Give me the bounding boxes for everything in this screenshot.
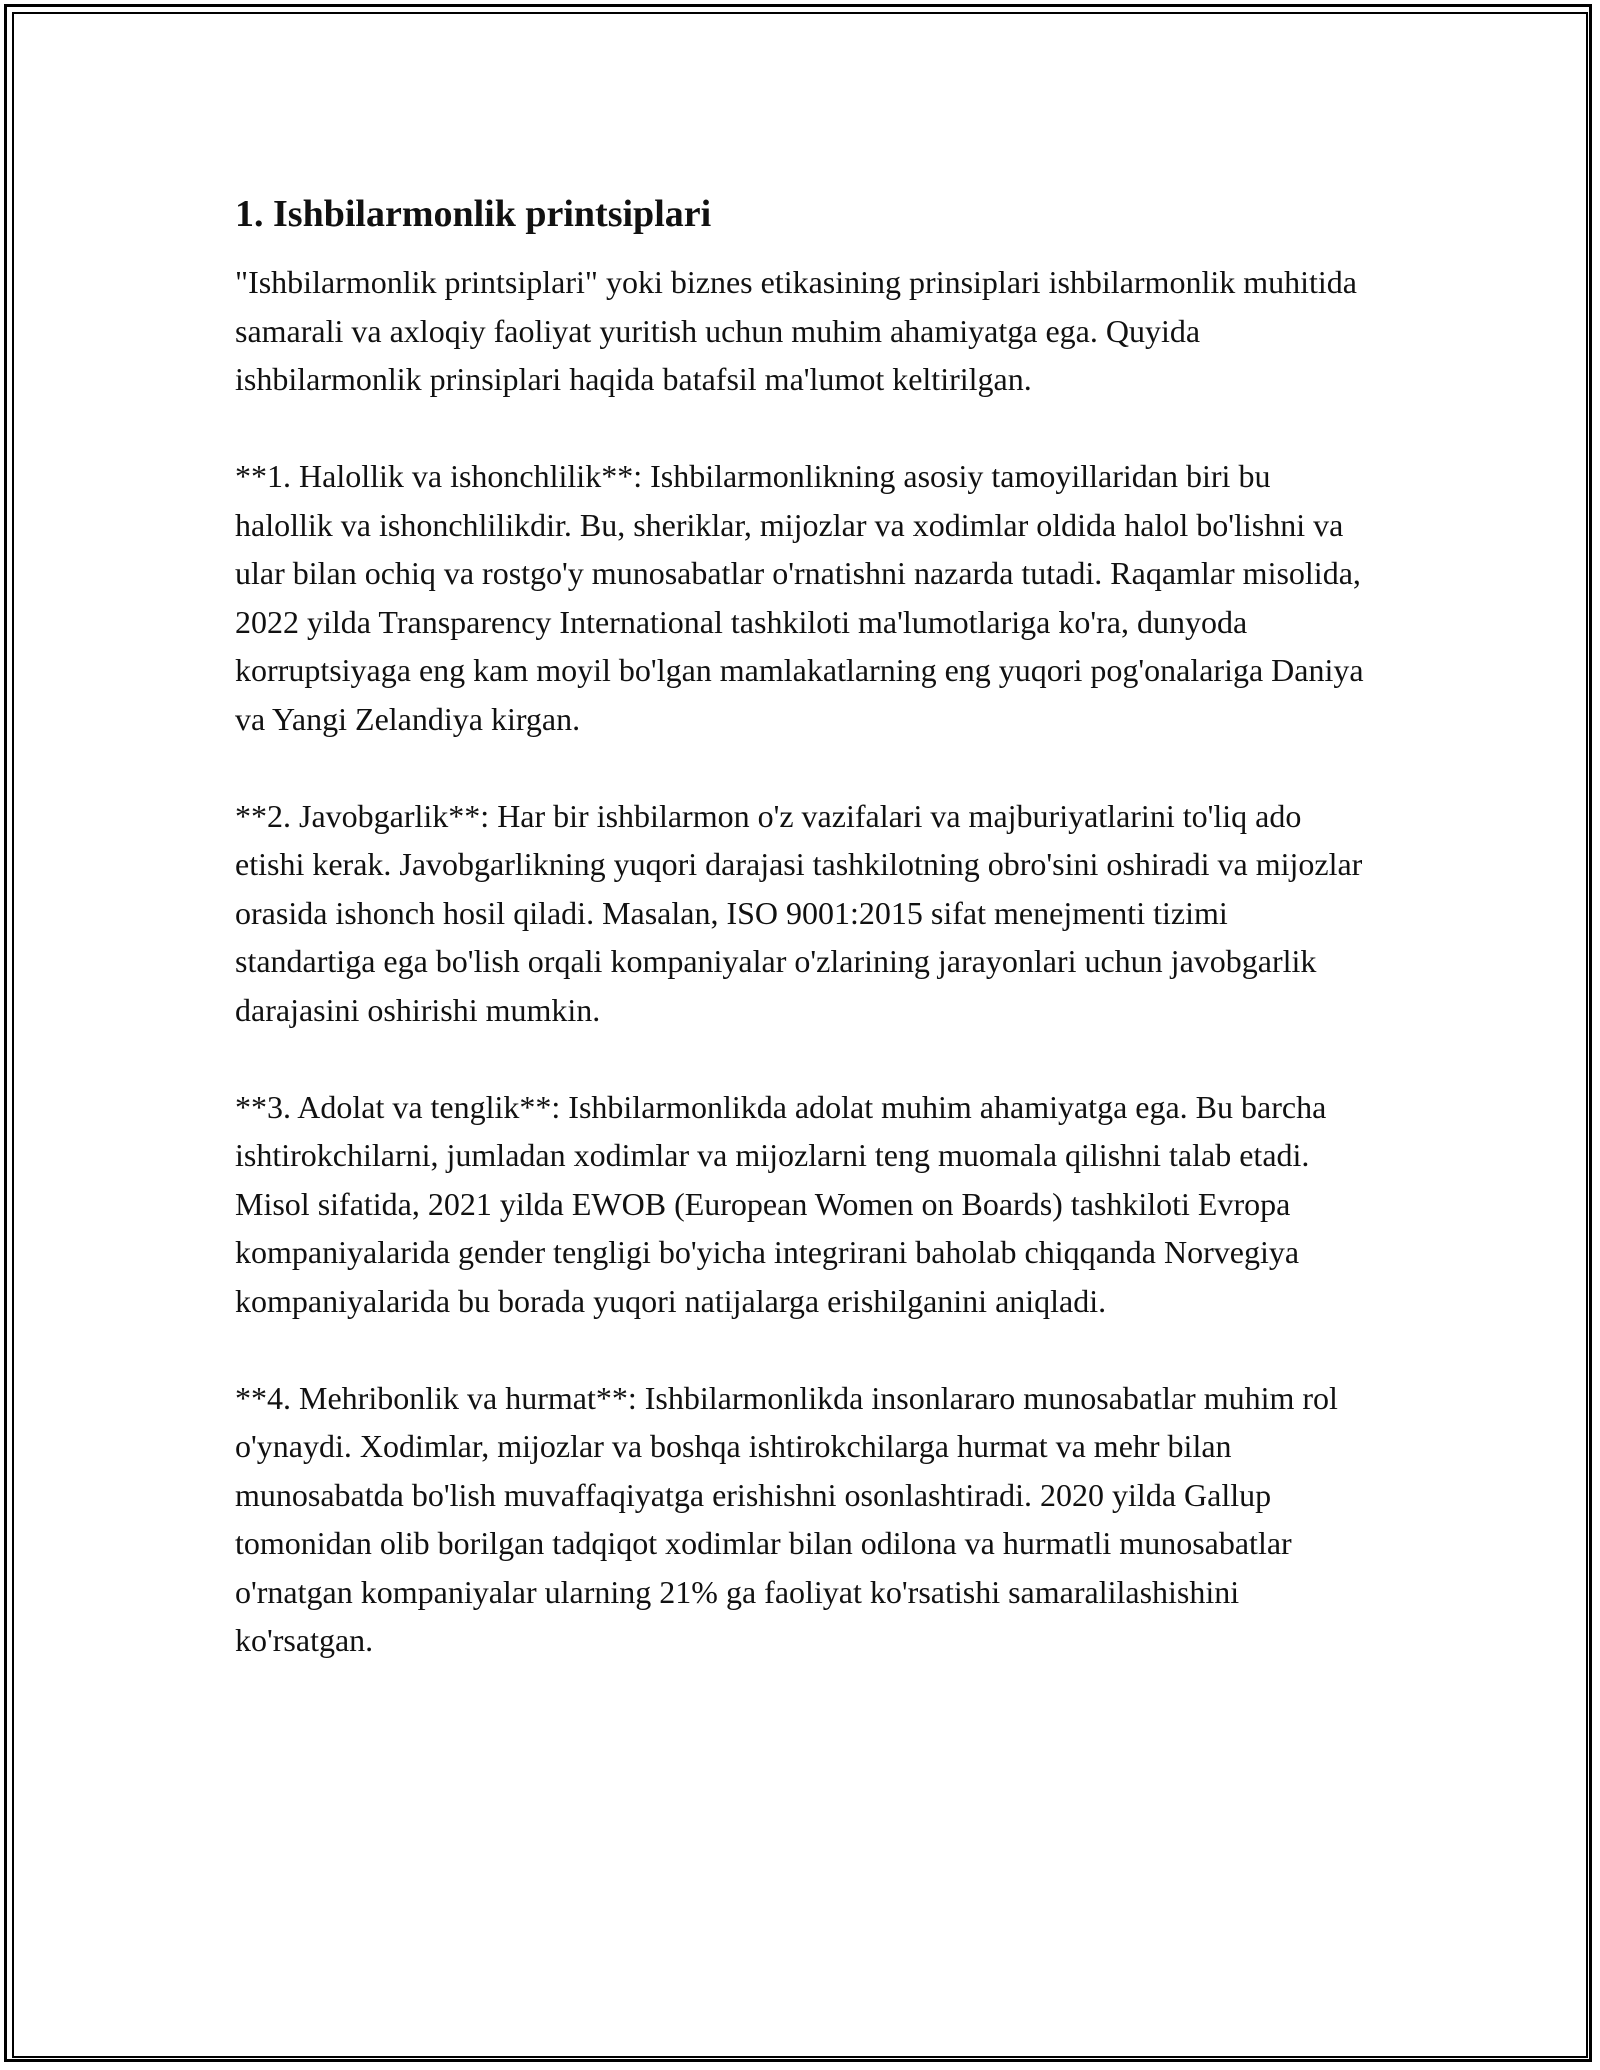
paragraph-intro: "Ishbilarmonlik printsiplari" yoki biznes etikasining prinsiplari ishbilarmonlik muhitida samarali va axloqiy faoliyat yuritish uchun muhim ahamiyatga ega. Quyida ishbilarmonlik prinsiplari haqida batafsil ma'lumot keltirilgan. [235, 264, 1357, 397]
paragraph-respect: **4. Mehribonlik va hurmat**: Ishbilarmonlikda insonlararo munosabatlar muhim rol o'ynaydi. Xodimlar, mijozlar va boshqa ishtirokchilarga hurmat va mehr bilan munosabatda bo'lish muvaffaqiyatga erishishni osonlashtiradi. 2020 yilda Gallup tomonidan olib borilgan tadqiqot xodimlar bilan odilona va hurmatli munosabatlar o'rnatgan kompaniyalar ularning 21% ga faoliyat ko'rsatishi samaralilashishini ko'rsatgan. [235, 1379, 1338, 1658]
paragraph-fairness: **3. Adolat va tenglik**: Ishbilarmonlikda adolat muhim ahamiyatga ega. Bu barcha ishtirokchilarni, jumladan xodimlar va mijozlarni teng muomala qilishni talab etadi. Misol sifatida, 2021 yilda EWOB (European Women on Boards) tashkiloti Evropa kompaniyalarida gender tengligi bo'yicha integrirani baholab chiqqanda Norvegiya kompaniyalarida bu borada yuqori natijalarga erishilganini aniqladi. [235, 1088, 1327, 1319]
document-body [235, 186, 1375, 1713]
paragraph-honesty: **1. Halollik va ishonchlilik**: Ishbilarmonlikning asosiy tamoyillaridan biri bu halollik va ishonchlilikdir. Bu, sheriklar, mijozlar va xodimlar oldida halol bo'lishni va ular bilan ochiq va rostgo'y munosabatlar o'rnatishni nazarda tutadi. Raqamlar misolida, 2022 yilda Transparency International tashkiloti ma'lumotlariga ko'ra, dunyoda korruptsiyaga eng kam moyil bo'lgan mamlakatlarning eng yuqori pog'onalariga Daniya va Yangi Zelandiya kirgan. [235, 458, 1364, 737]
document-heading: 1. Ishbilarmonlik printsiplari [235, 193, 712, 235]
paragraph-responsibility: **2. Javobgarlik**: Har bir ishbilarmon o'z vazifalari va majburiyatlarini to'liq ado etishi kerak. Javobgarlikning yuqori darajasi tashkilotning obro'sini oshiradi va mijozlar orasida ishonch hosil qiladi. Masalan, ISO 9001:2015 sifat menejmenti tizimi standartiga ega bo'lish orqali kompaniyalar o'zlarining jarayonlari uchun javobgarlik darajasini oshirishi mumkin. [235, 797, 1363, 1028]
